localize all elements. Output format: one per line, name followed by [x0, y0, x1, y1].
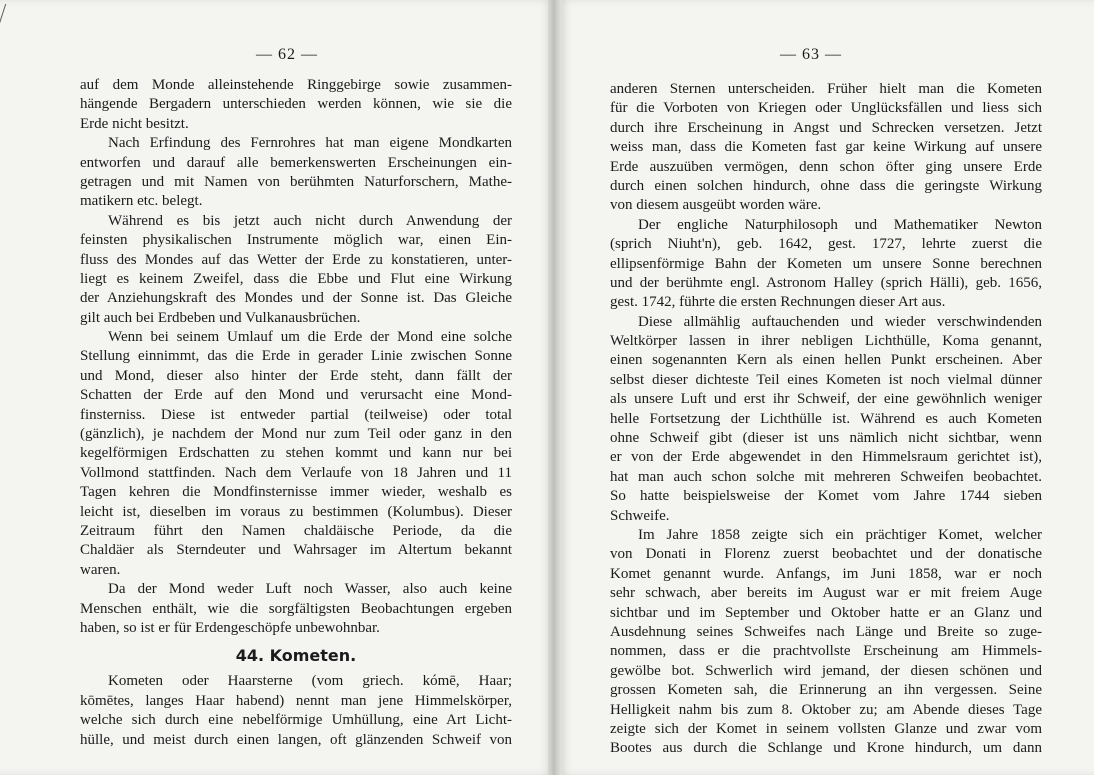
text-line: und der berühmte engl. Astronom Halley (sprich Hälli), geb. 1656, — [610, 274, 1042, 291]
text-line: Komet genannt wurde. Anfangs, im Juni 1858, war er noch — [610, 565, 1042, 582]
text-line: Weltkörper lassen in ihrer nebligen Lichthülle, Koma genannt, — [610, 333, 1042, 350]
text-line: durch einen solchen hindurch, ohne dass die geringste Wirkung — [610, 177, 1042, 194]
text-line: gest. 1742, führte die ersten Rechnungen dieser Art aus. — [610, 294, 946, 311]
text-line: gilt auch bei Erdbeben und Vulkanausbrüchen. — [80, 309, 361, 326]
text-line: Erde nicht besitzt. — [80, 115, 189, 132]
text-line: er von der Erde abgewendet in den Himmelsraum gerichtet ist), — [610, 449, 1042, 466]
text-line: Da der Mond weder Luft noch Wasser, also auch keine — [108, 581, 512, 598]
text-line: leicht ist, dieselben im voraus zu bestimmen (Kolumbus). Dieser — [80, 503, 512, 520]
text-line: für die Vorboten von Kriegen oder Unglücksfällen und liess sich — [610, 100, 1042, 117]
text-line: auf dem Monde alleinstehende Ringgebirge sowie zusammen- — [80, 77, 512, 93]
text-line: kegelförmigen Erdschatten zu stehen kommt und kann nur bei — [80, 445, 512, 462]
text-line: sehr schwach, aber bereits im August war er mit freiem Auge — [610, 585, 1042, 602]
text-line: (gänzlich), je nachdem der Mond nur zum Teil oder ganz in den — [80, 426, 512, 443]
text-line: Schatten der Erde auf den Mond und verursacht eine Mond- — [80, 387, 512, 404]
text-line: Menschen enthält, wie die sorgfältigsten Beobachtungen ergeben — [80, 600, 512, 617]
text-line: Chaldäer als Sterndeuter und Wahrsager im Altertum bekannt — [80, 542, 512, 559]
book-gutter — [548, 0, 562, 775]
text-line: Stellung einnimmt, das die Erde in gerader Linie zwischen Sonne — [80, 348, 512, 365]
text-line: Tagen kehren die Mondfinsternisse immer wieder, weshalb es — [80, 484, 512, 501]
text-line: von diesem ausgeübt worden wäre. — [610, 197, 822, 214]
page-number: — 62 — — [256, 46, 318, 63]
left-page-text — [80, 76, 512, 750]
text-line: finsterniss. Diese ist entweder partial (teilweise) oder total — [80, 406, 512, 423]
text-line: anderen Sternen unterscheiden. Früher hielt man die Kometen — [610, 81, 1042, 97]
text-line: haben, so ist er für Erdengeschöpfe unbewohnbar. — [80, 619, 380, 636]
text-line: einen sogenannten Kern als einen hellen Punkt erscheinen. Aber — [610, 352, 1042, 369]
text-line: hülle, und meist durch einen langen, oft glänzenden Schweif von — [80, 731, 512, 748]
text-line: Der engliche Naturphilosoph und Mathematiker Newton — [638, 216, 1042, 233]
text-line: Diese allmählig auftauchenden und wieder verschwindenden — [638, 313, 1042, 330]
page-number: — 63 — — [780, 46, 842, 63]
text-line: feinsten physikalischen Instrumente möglich war, einen Ein- — [80, 232, 512, 249]
text-line: kōmētes, langes Haar habend) nennt man jene Himmelskörper, — [80, 692, 512, 709]
text-line: (sprich Niuht'n), geb. 1642, gest. 1727, lehrte zuerst die — [610, 236, 1042, 253]
text-line: Wenn bei seinem Umlauf um die Erde der Mond eine solche — [108, 329, 512, 346]
text-line: nommen, dass er die prachtvollste Erscheinung am Himmels- — [610, 643, 1042, 660]
text-line: durch ihre Erscheinung in Angst und Schrecken versetzen. Jetzt — [610, 119, 1042, 136]
text-line: zeigte sich der Komet in seinem vollsten Glanze und zwar vom — [610, 720, 1042, 737]
text-line: fluss des Mondes auf das Wetter der Erde zu konstatieren, unter- — [80, 251, 512, 268]
text-line: Im Jahre 1858 zeigte sich ein prächtiger Komet, welcher — [638, 526, 1042, 543]
text-line: und Mond, dieser also hinter der Erde steht, dann fällt der — [80, 367, 512, 384]
text-line: ohne Schweif gibt (dieser ist uns nämlich nicht sichtbar, wenn — [610, 430, 1042, 447]
text-line: ellipsenförmige Bahn der Kometen um unsere Sonne berechnen — [610, 255, 1042, 272]
text-line: Kometen oder Haarsterne (vom griech. kómē, Haar; — [108, 673, 512, 690]
text-line: matikern etc. belegt. — [80, 193, 203, 210]
text-line: Bootes aus durch die Schlange und Krone hindurch, um dann — [610, 740, 1042, 757]
text-line: entworfen und darauf alle bemerkenswerten Erscheinungen ein- — [80, 154, 512, 171]
text-line: hängende Bergadern unterschieden werden können, wie sie die — [80, 96, 512, 113]
text-line: weiss man, dass die Kometen fast gar keine Wirkung auf unsere — [610, 139, 1042, 156]
text-line: der Anziehungskraft des Mondes und der Sonne ist. Das Gleiche — [80, 290, 512, 307]
text-line: So hatte beispielsweise der Komet vom Jahre 1744 sieben — [610, 488, 1042, 505]
text-line: Schweife. — [610, 507, 670, 524]
text-line: gewölbe bot. Schwerlich wird jemand, der diesen schönen und — [610, 662, 1042, 679]
text-line: Ausdehnung seines Schweifes nach Länge und Breite so zuge- — [610, 623, 1042, 640]
text-line: sichtbar und im September und Oktober hatte er an Glanz und — [610, 604, 1042, 621]
text-line: Erde auszuüben vermögen, denn schon öfter ging unsere Erde — [610, 158, 1042, 175]
text-line: Helligkeit nahm bis zum 8. Oktober zu; am Abende dieses Tage — [610, 701, 1042, 718]
text-line: grossen Kometen sah, die Erinnerung an ihn vergessen. Seine — [610, 682, 1042, 699]
text-line: Während es bis jetzt auch nicht durch Anwendung der — [108, 212, 512, 229]
text-line: hat man auch schon solche mit mehreren Schweifen beobachtet. — [610, 468, 1042, 485]
text-line: selbst dieser dichteste Teil eines Kometen ist noch vielmal dünner — [610, 371, 1042, 388]
corner-mark — [0, 4, 28, 24]
text-line: von Donati in Florenz zuerst beobachtet und der donatische — [610, 546, 1042, 563]
right-page — [556, 0, 1094, 775]
text-line: getragen und mit Namen von berühmten Naturforschern, Mathe- — [80, 173, 512, 190]
text-line: liegt es keinem Zweifel, dass die Ebbe und Flut eine Wirkung — [80, 270, 512, 287]
right-page-text — [610, 80, 1042, 759]
text-line: waren. — [80, 561, 121, 578]
text-line: Nach Erfindung des Fernrohres hat man eigene Mondkarten — [108, 135, 512, 152]
text-line: Vollmond stattfinden. Nach dem Verlaufe von 18 Jahren und 11 — [80, 464, 512, 481]
text-line: welche sich durch eine nebelförmige Umhüllung, eine Art Licht- — [80, 712, 512, 729]
text-line: als unsere Luft und erst ihr Schweif, der eine gewöhnlich weniger — [610, 391, 1042, 408]
text-line: helle Fortsetzung der Lichthülle ist. Während es auch Kometen — [610, 410, 1042, 427]
text-line: Zeitraum führt den Namen chaldäische Periode, da die — [80, 522, 512, 539]
section-heading: 44. Kometen. — [235, 646, 357, 666]
